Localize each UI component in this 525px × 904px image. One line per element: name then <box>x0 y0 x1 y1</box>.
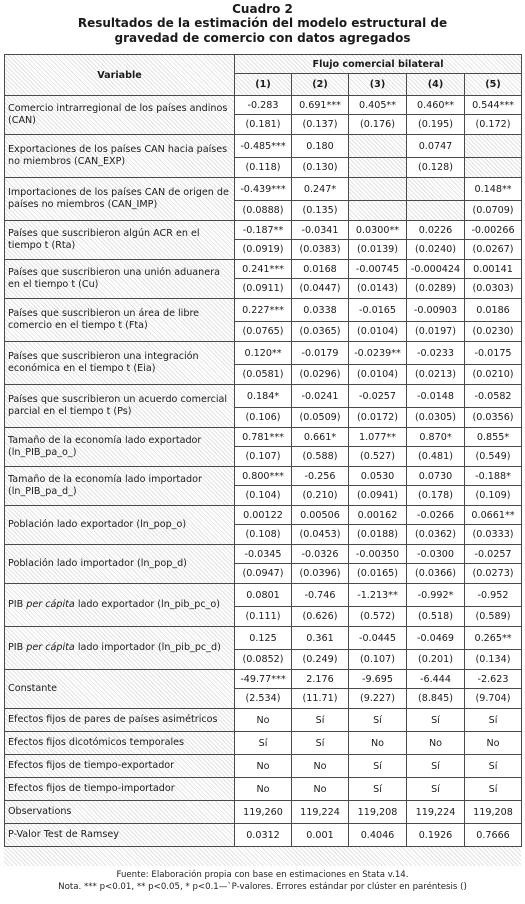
summary-cell: Sí <box>349 709 407 732</box>
standard-error-cell: (0.195) <box>407 115 465 135</box>
summary-cell: No <box>292 755 349 778</box>
standard-error-cell: (0.0104) <box>349 322 407 342</box>
standard-error-cell: (0.0947) <box>235 564 292 584</box>
table-title-line-1: Resultados de la estimación del modelo estructural de <box>77 16 448 30</box>
standard-error-cell: (0.0383) <box>292 240 349 260</box>
standard-error-cell: (0.0165) <box>349 564 407 584</box>
coefficient-cell: 0.00141 <box>465 260 522 279</box>
coefficient-cell: -0.746 <box>292 584 349 607</box>
summary-row <box>5 709 522 732</box>
standard-error-cell: (0.0305) <box>407 408 465 428</box>
summary-cell: No <box>235 755 292 778</box>
label-part: PIB <box>8 599 27 610</box>
summary-label: Observations <box>5 801 235 824</box>
summary-row <box>5 732 522 755</box>
standard-error-cell: (0.0289) <box>407 279 465 299</box>
coefficient-cell: -0.0300 <box>407 545 465 564</box>
summary-label: Efectos fijos de tiempo-importador <box>5 778 235 801</box>
standard-error-cell: (0.0303) <box>465 279 522 299</box>
summary-row <box>5 755 522 778</box>
standard-error-cell: (0.0581) <box>235 365 292 385</box>
standard-error-cell: (2.534) <box>235 689 292 709</box>
coefficient-row <box>5 584 522 607</box>
standard-error-cell: (0.135) <box>292 201 349 221</box>
coefficient-cell: 0.120** <box>235 342 292 365</box>
coefficient-row <box>5 385 522 408</box>
coefficient-cell: -0.0257 <box>349 385 407 408</box>
coefficient-row <box>5 506 522 525</box>
summary-cell: No <box>349 732 407 755</box>
coefficient-cell: 0.0530 <box>349 467 407 486</box>
coefficient-cell: -0.0469 <box>407 627 465 650</box>
standard-error-cell: (9.227) <box>349 689 407 709</box>
coefficient-cell: -9.695 <box>349 670 407 689</box>
standard-error-cell: (0.0188) <box>349 525 407 545</box>
summary-cell: 119,208 <box>465 801 522 824</box>
variable-label: Países que suscribieron una integración económica en el tiempo t (Eia) <box>5 342 235 385</box>
standard-error-cell: (0.518) <box>407 607 465 627</box>
summary-cell: 119,224 <box>407 801 465 824</box>
coefficient-cell: 0.125 <box>235 627 292 650</box>
summary-cell: Sí <box>349 755 407 778</box>
standard-error-cell: (0.109) <box>465 486 522 506</box>
coefficient-cell: 0.00122 <box>235 506 292 525</box>
column-header: (2) <box>292 74 349 96</box>
standard-error-cell: (0.0267) <box>465 240 522 260</box>
column-header: (3) <box>349 74 407 96</box>
table-title-line-2: gravedad de comercio con datos agregados <box>114 31 411 45</box>
coefficient-row <box>5 342 522 365</box>
standard-error-cell: (0.0143) <box>349 279 407 299</box>
summary-cell: No <box>465 732 522 755</box>
coefficient-cell <box>349 135 407 158</box>
standard-error-cell: (0.626) <box>292 607 349 627</box>
coefficient-cell: -0.188* <box>465 467 522 486</box>
summary-row <box>5 801 522 824</box>
standard-error-cell: (0.172) <box>465 115 522 135</box>
coefficient-row <box>5 627 522 650</box>
standard-error-cell: (0.0273) <box>465 564 522 584</box>
standard-error-cell: (0.128) <box>407 158 465 178</box>
variable-label <box>5 584 235 627</box>
coefficient-cell: 0.00162 <box>349 506 407 525</box>
coefficient-cell: -0.0148 <box>407 385 465 408</box>
table-number: Cuadro 2 <box>232 2 293 16</box>
summary-cell: 0.1926 <box>407 824 465 847</box>
coefficient-cell: 0.265** <box>465 627 522 650</box>
coefficient-row <box>5 545 522 564</box>
coefficient-cell: 0.544*** <box>465 96 522 115</box>
variable-label: Población lado exportador (ln_pop_o) <box>5 506 235 545</box>
standard-error-cell: (0.0213) <box>407 365 465 385</box>
standard-error-cell: (0.0296) <box>292 365 349 385</box>
standard-error-cell <box>407 201 465 221</box>
summary-cell: No <box>235 709 292 732</box>
header-flujo-comercial: Flujo comercial bilateral <box>235 55 522 74</box>
coefficient-cell: 0.0186 <box>465 299 522 322</box>
coefficient-cell: 0.180 <box>292 135 349 158</box>
coefficient-row <box>5 135 522 158</box>
coefficient-cell: -0.00903 <box>407 299 465 322</box>
variable-label: Tamaño de la economía lado exportador (ln_PIB_pa_o_) <box>5 428 235 467</box>
coefficient-cell: 0.247* <box>292 178 349 201</box>
coefficient-cell: 0.0168 <box>292 260 349 279</box>
coefficient-cell: 0.148** <box>465 178 522 201</box>
coefficient-row <box>5 670 522 689</box>
summary-cell: 0.001 <box>292 824 349 847</box>
variable-label: Exportaciones de los países CAN hacia países no miembros (CAN_EXP) <box>5 135 235 178</box>
standard-error-cell: (0.0396) <box>292 564 349 584</box>
variable-label: Países que suscribieron una unión aduanera en el tiempo t (Cu) <box>5 260 235 299</box>
coefficient-row <box>5 221 522 240</box>
standard-error-cell: (0.0240) <box>407 240 465 260</box>
coefficient-cell: -0.952 <box>465 584 522 607</box>
label-emphasis: per cápita <box>26 642 75 653</box>
coefficient-cell: -0.00266 <box>465 221 522 240</box>
summary-row <box>5 824 522 847</box>
coefficient-row <box>5 299 522 322</box>
standard-error-cell: (0.0104) <box>349 365 407 385</box>
coefficient-cell: -0.485*** <box>235 135 292 158</box>
standard-error-cell: (0.0919) <box>235 240 292 260</box>
summary-cell: Sí <box>465 709 522 732</box>
coefficient-cell: 0.00506 <box>292 506 349 525</box>
summary-cell: 119,208 <box>349 801 407 824</box>
summary-cell: Sí <box>292 732 349 755</box>
label-emphasis: per cápita <box>26 599 75 610</box>
standard-error-cell: (0.0365) <box>292 322 349 342</box>
column-header: (4) <box>407 74 465 96</box>
standard-error-cell <box>465 158 522 178</box>
coefficient-cell: -2.623 <box>465 670 522 689</box>
coefficient-cell: -0.0233 <box>407 342 465 365</box>
significance-note: Nota. *** p<0.01, ** p<0.05, * p<0.1—`P-valores. Errores estándar por clúster en paréntesis () <box>58 882 467 892</box>
results-table-area <box>4 54 521 866</box>
coefficient-cell: -0.0266 <box>407 506 465 525</box>
coefficient-cell: 0.691*** <box>292 96 349 115</box>
coefficient-cell: 0.781*** <box>235 428 292 447</box>
standard-error-cell: (0.0230) <box>465 322 522 342</box>
summary-cell: Sí <box>407 755 465 778</box>
coefficient-cell: 1.077** <box>349 428 407 447</box>
standard-error-cell: (0.0197) <box>407 322 465 342</box>
standard-error-cell: (0.178) <box>407 486 465 506</box>
summary-cell: 119,260 <box>235 801 292 824</box>
coefficient-cell: -0.0241 <box>292 385 349 408</box>
standard-error-cell: (0.181) <box>235 115 292 135</box>
coefficient-cell: -0.0175 <box>465 342 522 365</box>
standard-error-cell: (0.137) <box>292 115 349 135</box>
summary-cell: No <box>235 778 292 801</box>
header-variable: Variable <box>5 55 235 96</box>
summary-cell: Sí <box>407 709 465 732</box>
variable-label: Constante <box>5 670 235 709</box>
coefficient-row <box>5 96 522 115</box>
summary-cell: 119,224 <box>292 801 349 824</box>
standard-error-cell: (0.107) <box>349 650 407 670</box>
standard-error-cell: (0.0447) <box>292 279 349 299</box>
label-part: lado exportador (ln_pib_pc_o) <box>74 599 221 610</box>
label-part: PIB <box>8 642 27 653</box>
standard-error-cell: (0.249) <box>292 650 349 670</box>
standard-error-cell: (0.108) <box>235 525 292 545</box>
summary-cell: 0.7666 <box>465 824 522 847</box>
coefficient-cell: -0.000424 <box>407 260 465 279</box>
coefficient-cell: 0.0661** <box>465 506 522 525</box>
coefficient-row <box>5 178 522 201</box>
variable-label: Países que suscribieron un acuerdo comercial parcial en el tiempo t (Ps) <box>5 385 235 428</box>
standard-error-cell: (0.176) <box>349 115 407 135</box>
standard-error-cell: (0.0362) <box>407 525 465 545</box>
standard-error-cell: (0.107) <box>235 447 292 467</box>
standard-error-cell: (0.0888) <box>235 201 292 221</box>
coefficient-cell: -0.439*** <box>235 178 292 201</box>
coefficient-cell <box>349 178 407 201</box>
summary-cell: Sí <box>235 732 292 755</box>
variable-label: Tamaño de la economía lado importador (ln_PIB_pa_d_) <box>5 467 235 506</box>
standard-error-cell: (0.481) <box>407 447 465 467</box>
standard-error-cell: (8.845) <box>407 689 465 709</box>
coefficient-cell: 0.661* <box>292 428 349 447</box>
standard-error-cell: (0.572) <box>349 607 407 627</box>
coefficient-cell: -1.213** <box>349 584 407 607</box>
summary-cell: Sí <box>465 778 522 801</box>
coefficient-cell: -0.0582 <box>465 385 522 408</box>
coefficient-cell: 0.870* <box>407 428 465 447</box>
standard-error-cell: (0.104) <box>235 486 292 506</box>
standard-error-cell: (0.210) <box>292 486 349 506</box>
summary-cell: No <box>292 778 349 801</box>
coefficient-cell: 0.227*** <box>235 299 292 322</box>
coefficient-cell: 0.0801 <box>235 584 292 607</box>
summary-label: Efectos fijos dicotómicos temporales <box>5 732 235 755</box>
standard-error-cell: (0.0765) <box>235 322 292 342</box>
coefficient-cell: 0.405** <box>349 96 407 115</box>
coefficient-row <box>5 467 522 486</box>
summary-row <box>5 778 522 801</box>
coefficient-cell: 0.0747 <box>407 135 465 158</box>
coefficient-cell: 0.460** <box>407 96 465 115</box>
coefficient-cell: 0.361 <box>292 627 349 650</box>
variable-label: Población lado importador (ln_pop_d) <box>5 545 235 584</box>
results-table <box>4 54 522 847</box>
standard-error-cell: (0.106) <box>235 408 292 428</box>
coefficient-cell: -0.0445 <box>349 627 407 650</box>
coefficient-cell: -0.00350 <box>349 545 407 564</box>
coefficient-row <box>5 260 522 279</box>
standard-error-cell: (0.118) <box>235 158 292 178</box>
standard-error-cell: (0.0210) <box>465 365 522 385</box>
summary-cell: No <box>407 732 465 755</box>
coefficient-cell: -0.256 <box>292 467 349 486</box>
summary-label: Efectos fijos de tiempo-exportador <box>5 755 235 778</box>
coefficient-cell: 0.0300** <box>349 221 407 240</box>
standard-error-cell: (0.527) <box>349 447 407 467</box>
coefficient-cell: -6.444 <box>407 670 465 689</box>
standard-error-cell: (0.0911) <box>235 279 292 299</box>
coefficient-cell: 0.184* <box>235 385 292 408</box>
standard-error-cell: (0.111) <box>235 607 292 627</box>
summary-cell: Sí <box>349 778 407 801</box>
standard-error-cell: (0.589) <box>465 607 522 627</box>
coefficient-cell: 0.241*** <box>235 260 292 279</box>
table-body <box>5 96 522 847</box>
coefficient-cell: -0.0257 <box>465 545 522 564</box>
variable-label: Importaciones de los países CAN de origen de países no miembros (CAN_IMP) <box>5 178 235 221</box>
standard-error-cell: (0.0941) <box>349 486 407 506</box>
variable-label: Países que suscribieron un área de libre comercio en el tiempo t (Fta) <box>5 299 235 342</box>
standard-error-cell: (0.201) <box>407 650 465 670</box>
coefficient-cell: -0.0341 <box>292 221 349 240</box>
coefficient-cell: -0.992* <box>407 584 465 607</box>
coefficient-cell: 0.855* <box>465 428 522 447</box>
summary-label: P-Valor Test de Ramsey <box>5 824 235 847</box>
summary-cell: 0.4046 <box>349 824 407 847</box>
standard-error-cell: (11.71) <box>292 689 349 709</box>
coefficient-cell <box>407 178 465 201</box>
standard-error-cell: (0.0852) <box>235 650 292 670</box>
column-header: (1) <box>235 74 292 96</box>
standard-error-cell: (0.0453) <box>292 525 349 545</box>
coefficient-cell: 0.0338 <box>292 299 349 322</box>
coefficient-cell: -49.77*** <box>235 670 292 689</box>
variable-label: Comercio intrarregional de los países andinos (CAN) <box>5 96 235 135</box>
coefficient-cell: 0.0730 <box>407 467 465 486</box>
standard-error-cell: (0.0509) <box>292 408 349 428</box>
title-block <box>0 0 525 46</box>
standard-error-cell: (0.0172) <box>349 408 407 428</box>
standard-error-cell: (0.0333) <box>465 525 522 545</box>
coefficient-cell <box>465 135 522 158</box>
summary-cell: 0.0312 <box>235 824 292 847</box>
summary-cell: Sí <box>465 755 522 778</box>
standard-error-cell: (0.0366) <box>407 564 465 584</box>
variable-label: Países que suscribieron algún ACR en el tiempo t (Rta) <box>5 221 235 260</box>
summary-cell: Sí <box>292 709 349 732</box>
coefficient-row <box>5 428 522 447</box>
coefficient-cell: -0.0345 <box>235 545 292 564</box>
standard-error-cell: (0.0139) <box>349 240 407 260</box>
standard-error-cell: (9.704) <box>465 689 522 709</box>
coefficient-cell: 0.0226 <box>407 221 465 240</box>
standard-error-cell: (0.134) <box>465 650 522 670</box>
standard-error-cell: (0.130) <box>292 158 349 178</box>
coefficient-cell: -0.0165 <box>349 299 407 322</box>
coefficient-cell: -0.187** <box>235 221 292 240</box>
coefficient-cell: 0.800*** <box>235 467 292 486</box>
standard-error-cell <box>349 201 407 221</box>
label-part: lado importador (ln_pib_pc_d) <box>74 642 221 653</box>
column-header: (5) <box>465 74 522 96</box>
coefficient-cell: -0.0179 <box>292 342 349 365</box>
coefficient-cell: -0.0239** <box>349 342 407 365</box>
summary-cell: Sí <box>407 778 465 801</box>
coefficient-cell: 2.176 <box>292 670 349 689</box>
variable-label <box>5 627 235 670</box>
standard-error-cell: (0.588) <box>292 447 349 467</box>
coefficient-cell: -0.00745 <box>349 260 407 279</box>
footnotes <box>0 869 525 893</box>
standard-error-cell: (0.549) <box>465 447 522 467</box>
standard-error-cell: (0.0356) <box>465 408 522 428</box>
coefficient-cell: -0.283 <box>235 96 292 115</box>
standard-error-cell: (0.0709) <box>465 201 522 221</box>
standard-error-cell <box>349 158 407 178</box>
coefficient-cell: -0.0326 <box>292 545 349 564</box>
source-note: Fuente: Elaboración propia con base en estimaciones en Stata v.14. <box>116 870 409 880</box>
summary-label: Efectos fijos de pares de países asimétricos <box>5 709 235 732</box>
